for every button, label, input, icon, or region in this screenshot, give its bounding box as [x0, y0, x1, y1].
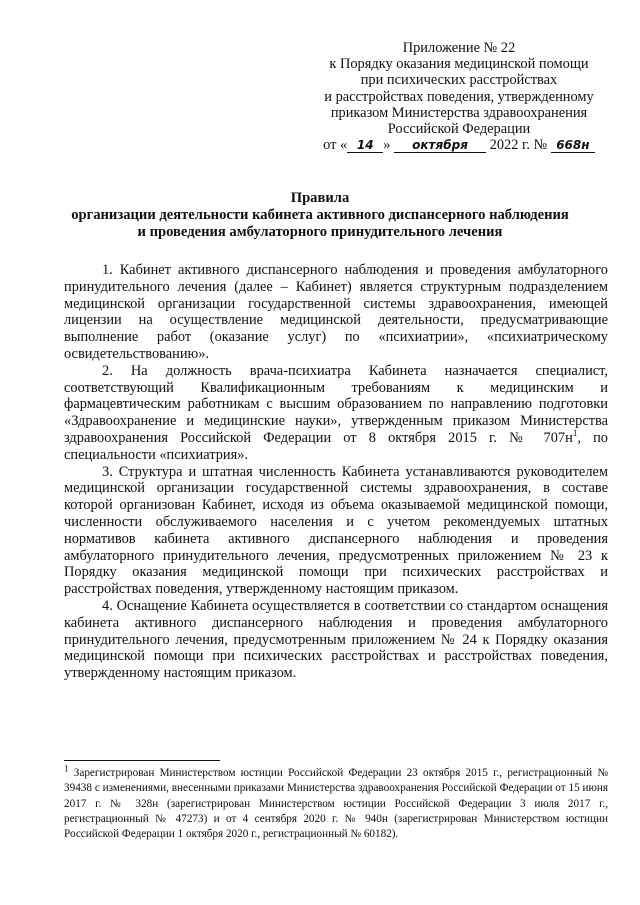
date-year: 2022 г. № — [489, 137, 548, 154]
paragraph-4: 4. Оснащение Кабинета осуществляется в соответствии со стандартом оснащения кабинета активного диспансерного наблюдения и проведения амбулаторного принудительного лечения, предусмотренным приложением № 24 к Порядку оказания медицинской помощи при психических расстройствах и расстройствах поведения, утвержденному настоящим приказом. — [64, 597, 608, 682]
appendix-header — [314, 40, 604, 153]
header-line-procedure: к Порядку оказания медицинской помощи — [329, 56, 589, 73]
document-subtitle-line-2: и проведения амбулаторного принудительного лечения — [137, 224, 503, 240]
paragraph-3: 3. Структура и штатная численность Кабинета устанавливаются руководителем медицинской организации государственной системы здравоохранения, в составе которой организован Кабинет, исходя из объема оказываемой медицинской помощи, численности обслуживаемого населения и с учетом рекомендуемых штатных нормативов кабинета активного диспансерного наблюдения и проведения амбулаторного принудительного лечения, предусмотренных приложением № 23 к Порядку оказания медицинской помощи при психических расстройствах и расстройствах поведения, утвержденному настоящим приказом. — [64, 463, 608, 598]
document-subtitle-line-1: организации деятельности кабинета активного диспансерного наблюдения — [71, 207, 569, 223]
header-line-russia: Российской Федерации — [387, 121, 531, 138]
paragraph-2 — [64, 363, 608, 464]
header-line-approved: и расстройствах поведения, утвержденному — [324, 88, 594, 105]
footnote — [64, 763, 608, 842]
paragraph-2-text-end: , по специальности «психиатрия». — [64, 429, 608, 463]
header-line-appendix-number: Приложение № 22 — [402, 40, 516, 56]
handwritten-order-number: 668н — [551, 139, 595, 153]
paragraph-1: 1. Кабинет активного диспансерного наблюдения и проведения амбулаторного принудительного лечения (далее – Кабинет) является структурным подразделением медицинской организации государственной системы здравоохранения, имеющей лицензии на осуществление медицинской деятельности, предусматривающие выполнение работ (оказание услуг) по «психиатрии», «психиатрическому освидетельствованию». — [64, 262, 608, 362]
header-line-disorders: при психических расстройствах — [360, 72, 558, 89]
date-prefix: от « — [323, 137, 348, 154]
footnote-text: Зарегистрирован Министерством юстиции Российской Федерации 23 октября 2015 г., регистрационный № 39438 с изменениями, внесенными приказами Министерства здравоохранения Российской Федерации от 15 июня 2017 г. № 328н (зарегистрирован Министерством юстиции Российской Федерации 3 июля 2017 г., регистрационный № 47273) и от 4 сентября 2020 г. № 940н (зарегистрирован Министерством юстиции Российской Федерации 1 октября 2020 г., регистрационный № 60182). — [64, 767, 608, 841]
rules-body — [64, 262, 608, 682]
handwritten-month: октября — [394, 139, 486, 153]
footnote-mark: 1 — [64, 763, 69, 774]
footnote-separator — [64, 760, 220, 761]
paragraph-2-text: 2. На должность врача-психиатра Кабинета назначается специалист, соответствующий Квалификационным требованиям к медицинским и фармацевтическим работникам с высшим образованием по направлению подготовки «Здравоохранение и медицинские науки», утвержденным приказом Министерства здравоохранения Российской Федерации от 8 октября 2015 г. № 707н — [64, 362, 608, 446]
order-date-line — [314, 137, 604, 153]
document-title: Правила — [290, 190, 350, 206]
header-line-order: приказом Министерства здравоохранения — [330, 104, 588, 121]
footnote-reference: 1 — [572, 428, 578, 439]
date-mid: » — [383, 137, 391, 154]
handwritten-day: 14 — [347, 139, 383, 153]
